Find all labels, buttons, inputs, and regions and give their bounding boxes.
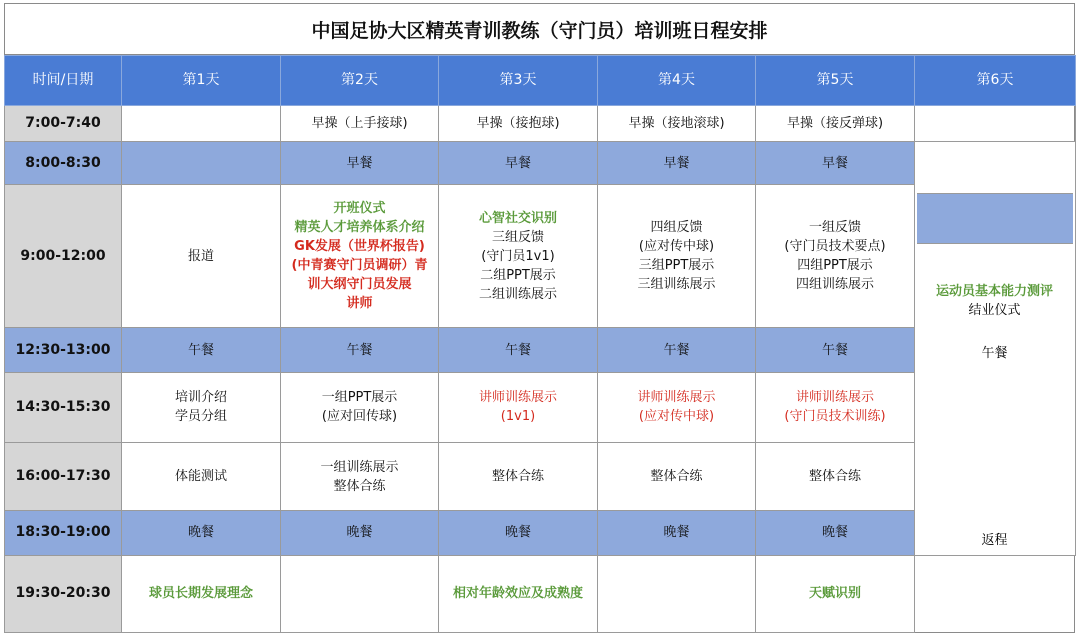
cell-day-5: 天赋识别: [756, 555, 915, 632]
cell-day-5: 午餐: [756, 328, 915, 372]
cell-day-2: [281, 184, 439, 328]
cell-day-5: [756, 372, 915, 442]
header-day-3: 第3天: [439, 56, 598, 106]
cell-day-2: [281, 372, 439, 442]
cell-day-4: 晚餐: [598, 511, 756, 555]
cell-line: 四组反馈: [650, 220, 703, 236]
cell-line: 运动员基本能力测评: [935, 283, 1053, 299]
cell-day-1: 报道: [122, 184, 281, 328]
cell-line: GK发展（世界杯报告): [294, 239, 425, 255]
cell-line: 一组PPT展示: [321, 390, 398, 406]
header-day-4: 第4天: [598, 56, 756, 106]
page-title: 中国足协大区精英青训教练（守门员）培训班日程安排: [4, 3, 1075, 55]
cell-day-6: [915, 106, 1076, 142]
time-slot: 12:30-13:00: [5, 328, 122, 372]
header-row: [5, 56, 1076, 106]
cell-line: 训大纲守门员发展: [307, 277, 412, 293]
cell-line: 一组反馈: [808, 220, 861, 236]
cell-line: 一组训练展示: [320, 459, 399, 475]
header-day-1: 第1天: [122, 56, 281, 106]
cell-day-3: 早操（接抱球): [439, 106, 598, 142]
cell-day-5: 整体合练: [756, 442, 915, 510]
cell-line: (守门员技术要点): [784, 239, 886, 255]
cell-day-1: [122, 142, 281, 184]
cell-day-2: [281, 442, 439, 510]
time-slot: 9:00-12:00: [5, 184, 122, 328]
time-slot: 16:00-17:30: [5, 442, 122, 510]
cell-day-2: 早餐: [281, 142, 439, 184]
cell-line: (守门员技术训练): [784, 409, 886, 425]
cell-day-3: [439, 372, 598, 442]
cell-line: (应对传中球): [638, 409, 715, 425]
cell-day-2: [281, 555, 439, 632]
header-day-6: 第6天: [915, 56, 1076, 106]
cell-day-4: [598, 555, 756, 632]
cell-day-1: 球员长期发展理念: [122, 555, 281, 632]
cell-day-4: [598, 372, 756, 442]
cell-day-5: 晚餐: [756, 511, 915, 555]
cell-day-4: 午餐: [598, 328, 756, 372]
cell-line: (应对传中球): [638, 239, 715, 255]
cell-day-1: [122, 372, 281, 442]
cell-day-2: 早操（上手接球): [281, 106, 439, 142]
cell-day-4: [598, 184, 756, 328]
cell-line: 结业仪式: [968, 302, 1021, 318]
cell-line: 四组PPT展示: [797, 258, 873, 274]
cell-line: 精英人才培养体系介绍: [294, 220, 425, 236]
cell-line: (1v1): [500, 409, 536, 425]
table-row: [5, 106, 1076, 142]
cell-line: 学员分组: [174, 409, 227, 425]
time-slot: 14:30-15:30: [5, 372, 122, 442]
cell-day-1: [122, 106, 281, 142]
cell-day-3: 早餐: [439, 142, 598, 184]
cell-line: 心智社交识别: [478, 210, 557, 226]
cell-day-1: 晚餐: [122, 511, 281, 555]
cell-day-5: [756, 184, 915, 328]
cell-day-4: 早餐: [598, 142, 756, 184]
cell-line: 三组训练展示: [637, 277, 716, 293]
time-slot: 18:30-19:00: [5, 511, 122, 555]
header-day-2: 第2天: [281, 56, 439, 106]
cell-day-5: 早餐: [756, 142, 915, 184]
time-slot: 8:00-8:30: [5, 142, 122, 184]
cell-day-2: 晚餐: [281, 511, 439, 555]
cell-day-3: 相对年龄效应及成熟度: [439, 555, 598, 632]
cell-day-4: 早操（接地滚球): [598, 106, 756, 142]
time-slot: 19:30-20:30: [5, 555, 122, 632]
header-time-date: 时间/日期: [5, 56, 122, 106]
cell-line: (应对回传球): [321, 409, 398, 425]
cell-line: 三组PPT展示: [638, 258, 715, 274]
cell-day-4: 整体合练: [598, 442, 756, 510]
cell-day-1: 午餐: [122, 328, 281, 372]
cell-line: 培训介绍: [174, 390, 227, 406]
cell-line: 开班仪式: [333, 201, 386, 217]
cell-line: 整体合练: [333, 478, 386, 494]
cell-line: 讲师训练展示: [478, 390, 557, 406]
cell-day-3: 晚餐: [439, 511, 598, 555]
table-row: [5, 142, 1076, 184]
cell-day-5: 早操（接反弹球): [756, 106, 915, 142]
cell-line: 讲师训练展示: [637, 390, 716, 406]
cell-day-1: 体能测试: [122, 442, 281, 510]
cell-line: 二组PPT展示: [480, 267, 556, 283]
cell-line: 四组训练展示: [795, 277, 874, 293]
cell-line: 讲师训练展示: [795, 390, 874, 406]
cell-day-3: 午餐: [439, 328, 598, 372]
cell-line: 讲师: [346, 296, 373, 312]
cell-line: 二组训练展示: [478, 286, 557, 302]
cell-day-3: [439, 184, 598, 328]
cell-line: (守门员1v1): [481, 248, 555, 264]
cell-line: 三组反馈: [491, 229, 544, 245]
cell-day-2: 午餐: [281, 328, 439, 372]
day-6-lunch: 午餐: [981, 345, 1008, 361]
time-slot: 7:00-7:40: [5, 106, 122, 142]
cell-line: (中青赛守门员调研）青: [291, 258, 428, 274]
cell-day-3: 整体合练: [439, 442, 598, 510]
day-6-return: 返程: [981, 533, 1008, 548]
header-day-5: 第5天: [756, 56, 915, 106]
